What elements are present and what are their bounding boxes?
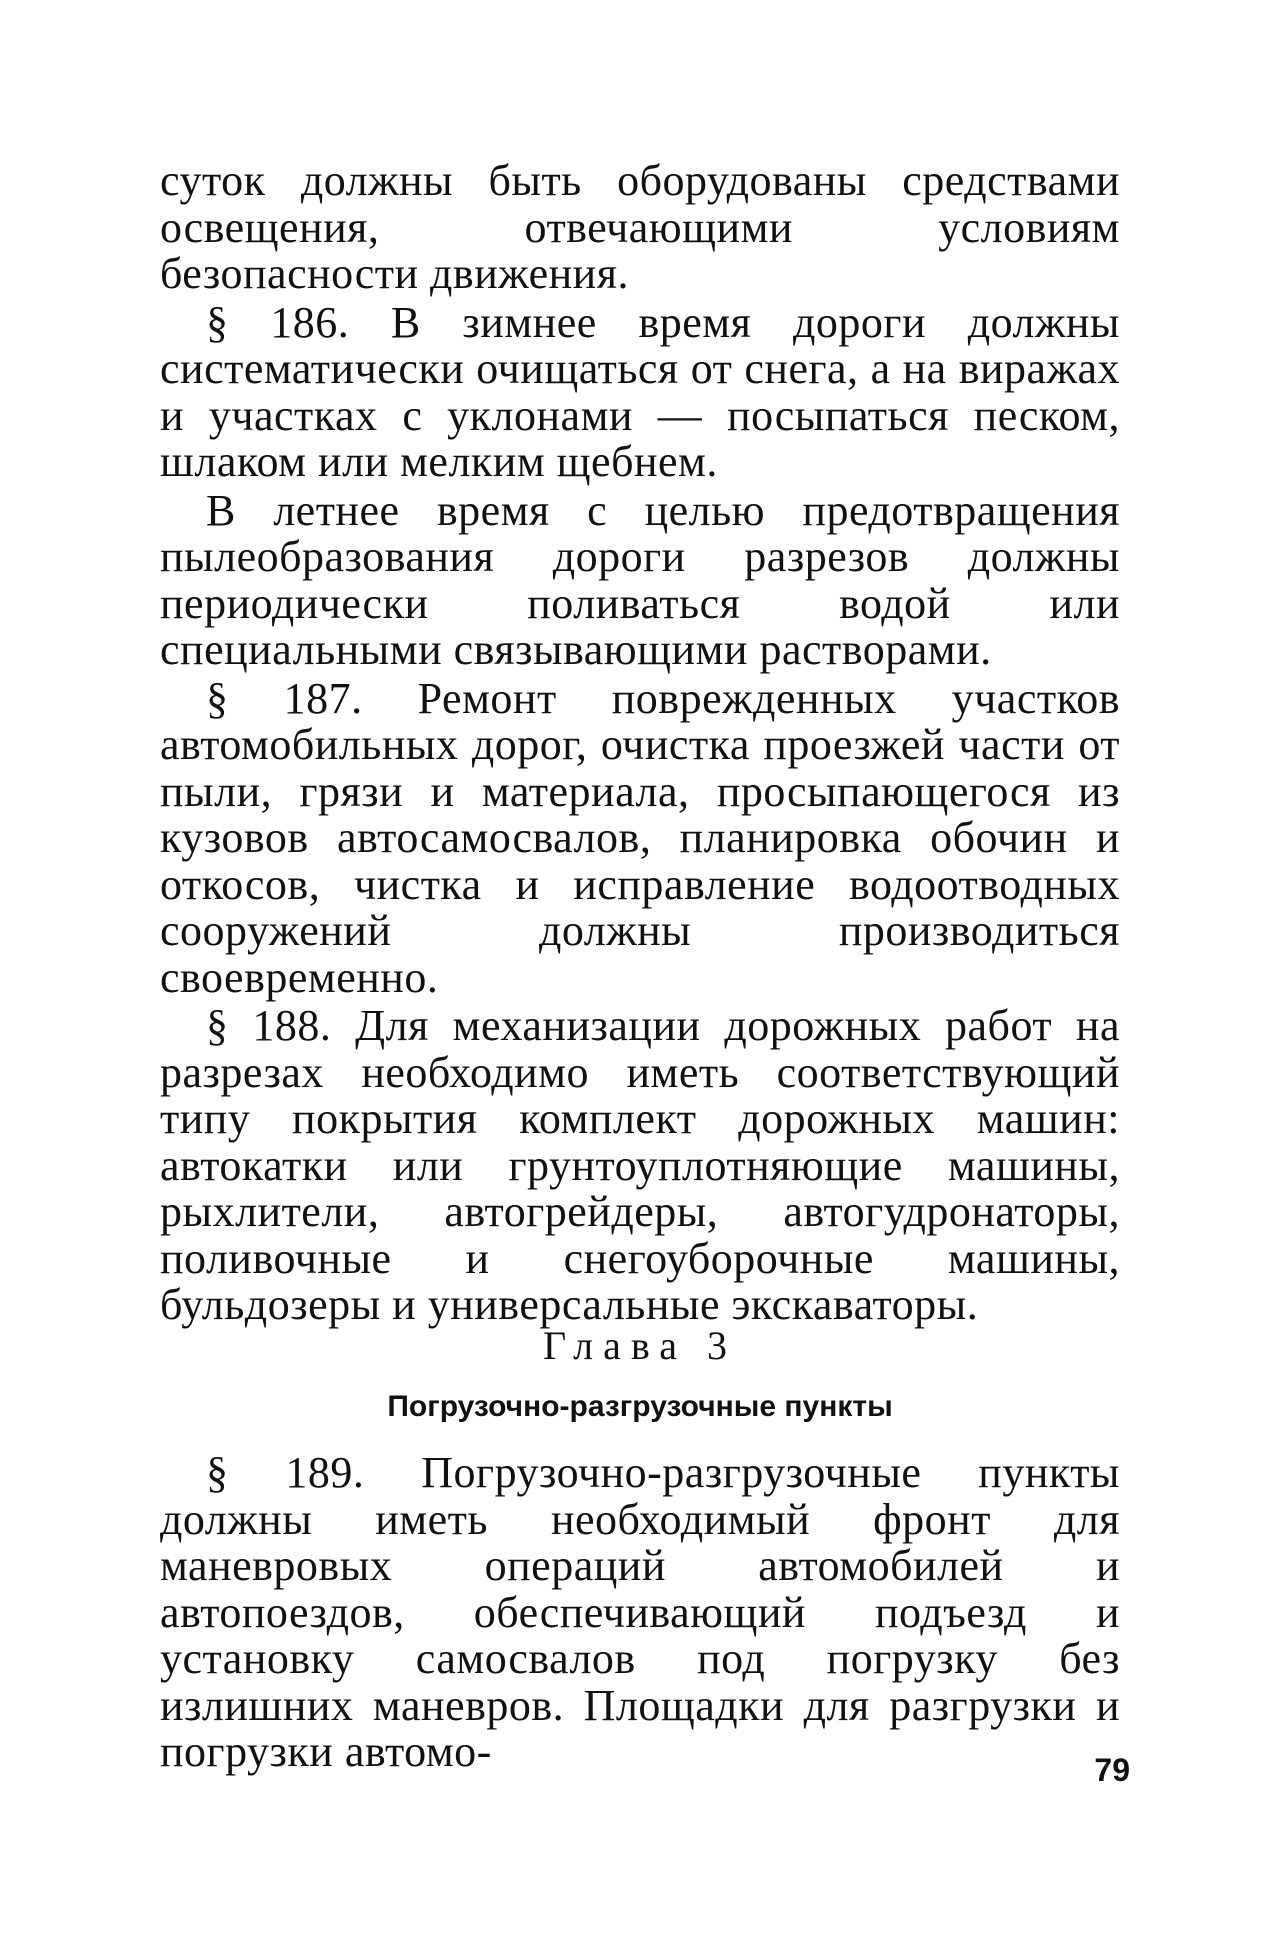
chapter-title: Глава 3 xyxy=(543,1323,737,1368)
bottom-text-block xyxy=(160,1450,1120,1776)
paragraph-189: § 189. Погрузочно-разгрузочные пункты должны иметь необходимый фронт для маневровых операций автомобилей и автопоездов, обеспечивающий подъезд и установку самосвалов под погрузку без излишних маневров. Площадки для разгрузки и погрузки автомо- xyxy=(160,1448,1120,1776)
paragraph-continuation: суток должны быть оборудованы средствами освещения, отвечающими условиям безопасности движения. xyxy=(160,156,1120,298)
paragraph-188: § 188. Для механизации дорожных работ на разрезах необходимо иметь соответствующий типу покрытия комплект дорожных машин: автокатки или грунтоуплотняющие машины, рыхлители, автогрейдеры, автогудронаторы, поливочные и снегоуборочные машины, бульдозеры и универсальные экскаваторы. xyxy=(160,1001,1120,1329)
chapter-subtitle: Погрузочно-разгрузочные пункты xyxy=(387,1390,893,1423)
top-text-block xyxy=(160,158,1120,1329)
paragraph-186: § 186. В зимнее время дороги должны систематически очищаться от снега, а на виражах и участках с уклонами — посыпаться песком, шлаком или мелким щебнем. xyxy=(160,297,1120,486)
paragraph-summer: В летнее время с целью предотвращения пылеобразования дороги разрезов должны периодически поливаться водой или специальными связывающими растворами. xyxy=(160,485,1120,674)
page-number: 79 xyxy=(1094,1752,1130,1788)
paragraph-187: § 187. Ремонт поврежденных участков автомобильных дорог, очистка проезжей части от пыли, грязи и материала, просыпающегося из кузовов автосамосвалов, планировка обочин и откосов, чистка и исправление водоотводных сооружений должны производиться своевременно. xyxy=(160,673,1120,1002)
